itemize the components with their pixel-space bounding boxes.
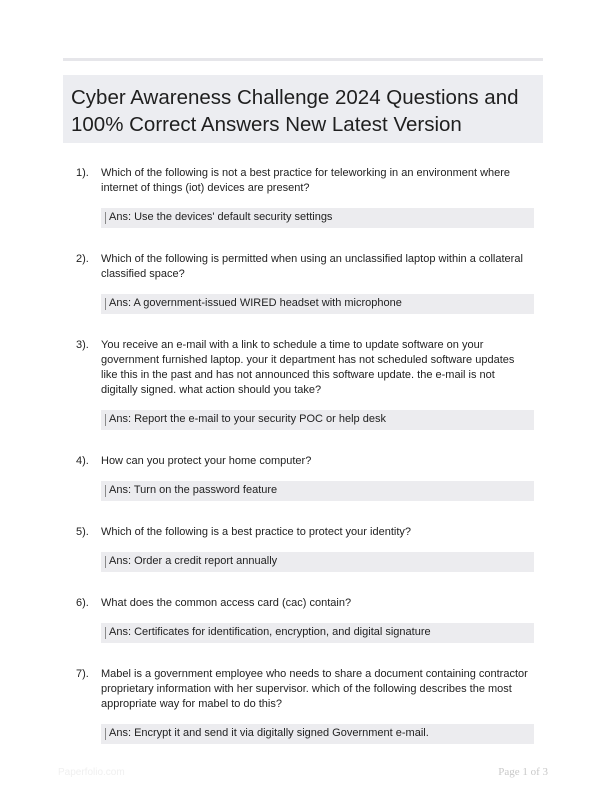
question-text: Which of the following is permitted when using an unclassified laptop within a collateral classified space? — [101, 253, 523, 280]
answer-marker — [105, 298, 106, 310]
question-number: 6). — [76, 597, 89, 609]
question-item — [63, 454, 543, 501]
question-number: 3). — [76, 339, 89, 351]
answer-text: Ans: Report the e-mail to your security POC or help desk — [109, 413, 386, 425]
answer-marker — [105, 728, 106, 740]
question-text: Which of the following is a best practice to protect your identity? — [101, 526, 411, 538]
answer-box — [101, 208, 534, 228]
question-number: 1). — [76, 167, 89, 179]
answer-marker — [105, 485, 106, 497]
answer-box — [101, 623, 534, 643]
answer-marker — [105, 212, 106, 224]
answer-text: Ans: Use the devices' default security settings — [109, 211, 333, 223]
page-number: Page 1 of 3 — [498, 766, 548, 778]
answer-box — [101, 724, 534, 744]
answer-box — [101, 481, 534, 501]
page-title: Cyber Awareness Challenge 2024 Questions and 100% Correct Answers New Latest Version — [71, 86, 519, 136]
answer-text: Ans: Certificates for identification, encryption, and digital signature — [109, 626, 431, 638]
top-divider — [63, 58, 543, 61]
answer-box — [101, 410, 534, 430]
title-banner — [63, 75, 543, 143]
question-number: 7). — [76, 668, 89, 680]
question-number: 2). — [76, 253, 89, 265]
question-item — [63, 596, 543, 643]
question-item — [63, 667, 543, 744]
answer-text: Ans: A government-issued WIRED headset with microphone — [109, 297, 402, 309]
answer-box — [101, 552, 534, 572]
question-item — [63, 338, 543, 430]
question-text: What does the common access card (cac) contain? — [101, 597, 352, 609]
answer-marker — [105, 627, 106, 639]
question-item — [63, 525, 543, 572]
question-item — [63, 252, 543, 314]
question-text: How can you protect your home computer? — [101, 455, 312, 467]
question-text: Mabel is a government employee who needs to share a document containing contractor proprietary information with her supervisor. which of the following describes the most appropriate way for mabel to do this? — [101, 668, 528, 710]
answer-text: Ans: Encrypt it and send it via digitally signed Government e-mail. — [109, 727, 429, 739]
answer-box — [101, 294, 534, 314]
question-text: You receive an e-mail with a link to schedule a time to update software on your government furnished laptop. your it department has not scheduled software updates like this in the past and has not announced this software update. the e-mail is not digitally signed. what action should you take? — [101, 339, 515, 396]
question-text: Which of the following is not a best practice for teleworking in an environment where internet of things (iot) devices are present? — [101, 167, 511, 194]
answer-marker — [105, 556, 106, 568]
question-number: 5). — [76, 526, 89, 538]
answer-text: Ans: Order a credit report annually — [109, 555, 278, 567]
question-number: 4). — [76, 455, 89, 467]
answer-text: Ans: Turn on the password feature — [109, 484, 278, 496]
footer-watermark: Paperfolio.com — [58, 767, 125, 778]
answer-marker — [105, 414, 106, 426]
question-item — [63, 166, 543, 228]
question-list — [63, 166, 543, 768]
